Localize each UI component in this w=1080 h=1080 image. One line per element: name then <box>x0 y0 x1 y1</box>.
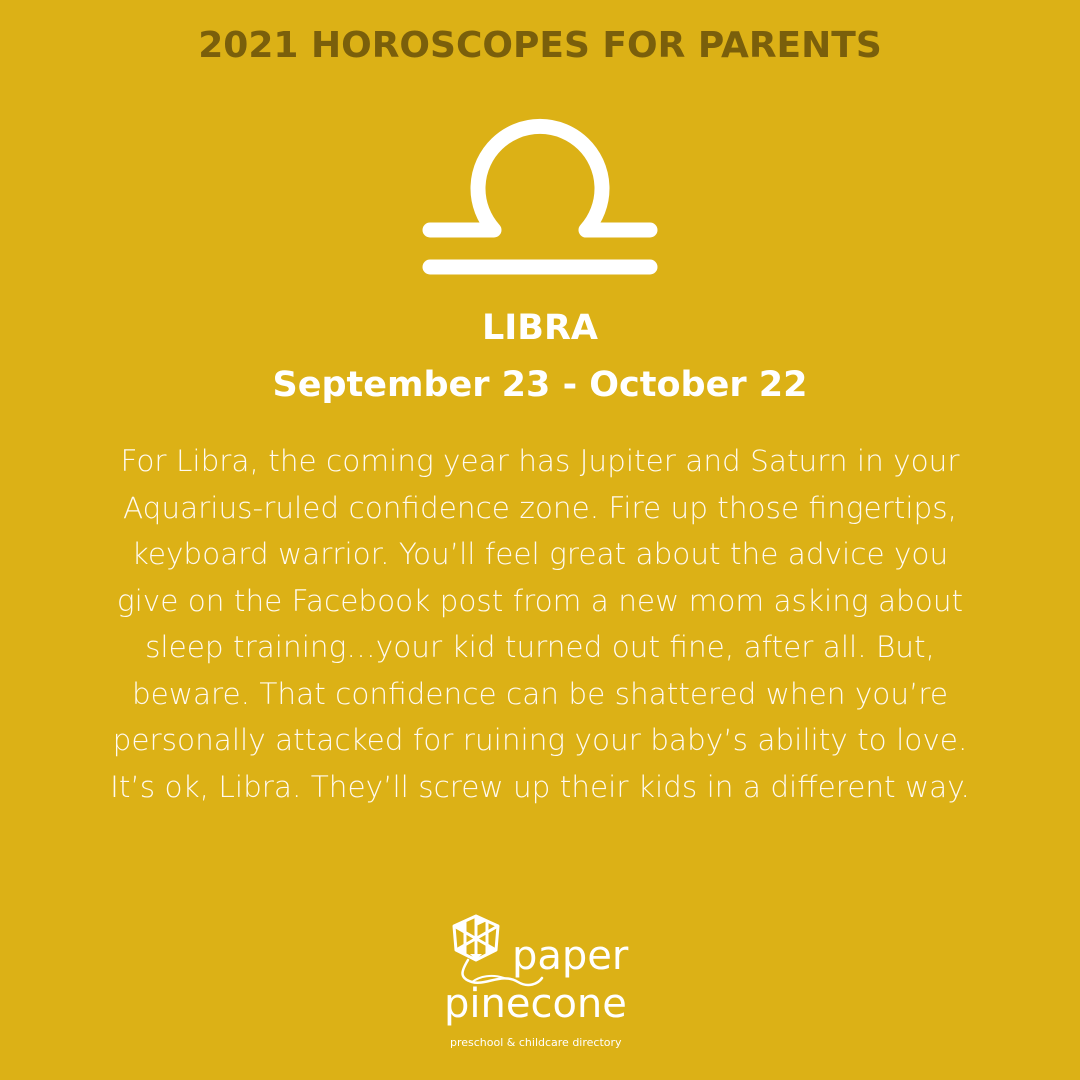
libra-icon <box>420 96 660 280</box>
horoscope-line: Aquarius-ruled confidence zone. Fire up those fingertips, <box>123 490 957 525</box>
horoscope-line: keyboard warrior. You’ll feel great about the advice you <box>131 537 949 571</box>
horoscope-line: beware. That confidence can be shattered when you’re <box>131 676 949 711</box>
sign-name: LIBRA <box>481 308 599 348</box>
page-title: 2021 HOROSCOPES FOR PARENTS <box>198 25 882 66</box>
horoscope-line: give on the Facebook post from a new mom asking about <box>116 583 964 618</box>
horoscope-line: sleep training…your kid turned out fine, after all. But, <box>145 630 935 664</box>
logo-tagline: preschool & childcare directory <box>450 1036 622 1049</box>
horoscope-line: personally attacked for ruining your baby’s ability to love. <box>112 723 968 757</box>
logo-word-paper: paper <box>512 933 629 979</box>
horoscope-line: It’s ok, Libra. They’ll screw up their kids in a different way. <box>110 769 970 804</box>
logo-word-pinecone: pinecone <box>444 981 627 1027</box>
horoscope-text <box>50 438 1030 810</box>
horoscope-line: For Libra, the coming year has Jupiter and Saturn in your <box>120 444 960 478</box>
paper-pinecone-logo <box>440 912 650 1062</box>
sign-dates: September 23 - October 22 <box>272 365 808 405</box>
